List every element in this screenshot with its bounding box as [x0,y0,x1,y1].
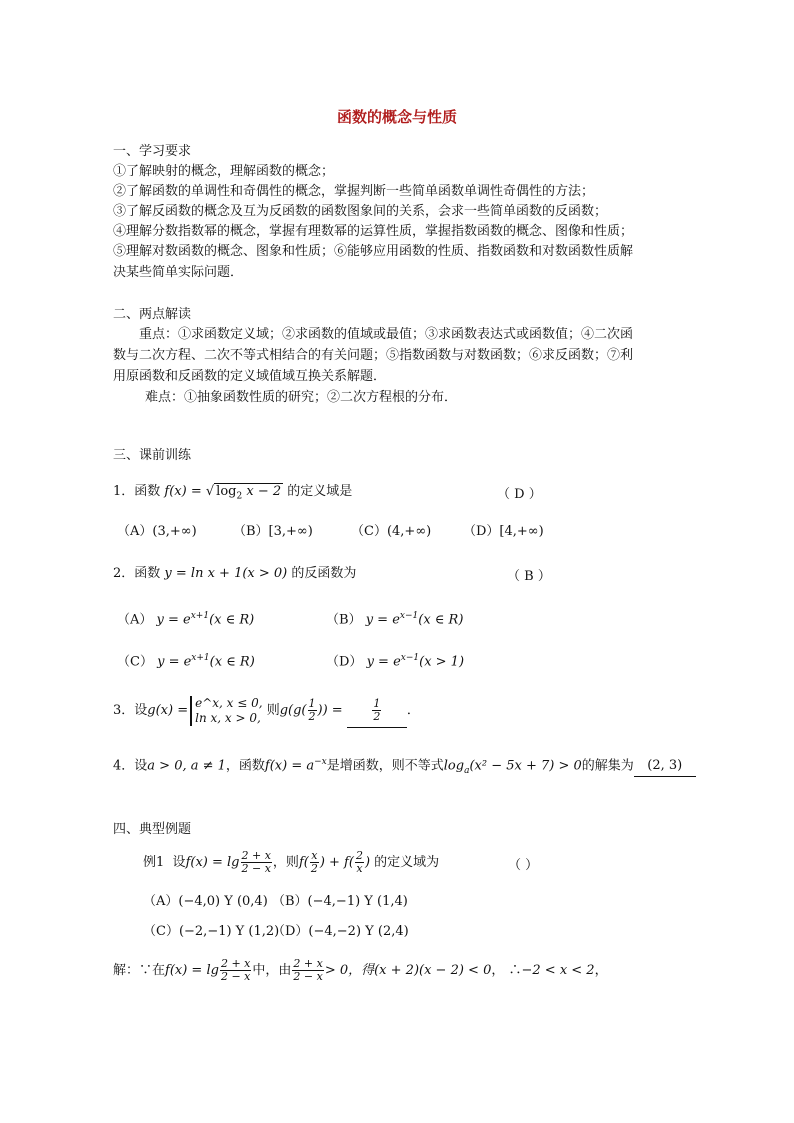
q1-function: f(x) = [164,484,206,499]
section-heading-key-points: 二、两点解读 [113,307,192,322]
key-points-line-1: 重点：①求函数定义域；②求函数的值域或最值；③求函数表达式或函数值；④二次函 [139,327,634,342]
q3-answer-blank: $\frac{1}{2}$ [347,695,407,728]
q1-option-c: （C）(4,+∞) [351,524,432,539]
q2-prefix: 2．函数 [113,566,161,581]
requirement-line-5: ⑤理解对数函数的概念、图象和性质；⑥能够应用函数的性质、指数函数和对数函数性质解 [113,244,634,259]
q1-prefix: 1．函数 [113,484,161,499]
section-heading-requirements: 一、学习要求 [113,144,192,159]
example-1-answer: （ ） [508,858,539,873]
example-1: 例1 设f(x) = lg $\frac{2 + x}{2 - x}$ ，则f( $\frac{x}{2}$ ) + f( $\frac{2}{x}$ ) 的定义域为 [143,849,440,875]
q2-suffix: 的反函数为 [291,566,357,581]
example-1-option-a: （A）(−4,0) Y (0,4) [143,894,268,909]
question-4: 4．设a > 0, a ≠ 1，函数$f(x) = a^{-x}$是增函数，则不等式$\log_a(x^2 - 5x + 7) > 0$的解集为 (2, 3) [113,752,696,781]
example-1-option-d: （D）(−4,−2) Y (2,4) [272,924,409,939]
example-1-option-b: （B）(−4,−1) Y (1,4) [272,894,408,909]
q2-option-b: （B） $y = e^{x-1}(x$ ∈ R) [326,611,464,628]
q1-option-a: （A）(3,+∞) [117,524,197,539]
question-2 [113,564,356,584]
page-title: 函数的概念与性质 [336,108,457,126]
q4-answer-blank: (2, 3) [634,756,696,777]
difficulty-line: 难点：①抽象函数性质的研究；②二次方程根的分布． [145,390,458,405]
requirement-line-6: 决某些简单实际问题． [113,265,244,280]
q2-option-d: （D） $y = e^{x-1}(x > 1)$ [326,653,465,670]
q2-answer: （ B ） [507,569,551,584]
q2-option-c: （C） $y = e^{x+1}(x$ ∈ R) [117,653,255,670]
key-points-line-3: 用原函数和反函数的定义域值域互换关系解题． [113,369,387,384]
q2-option-a: （A） $y = e^{x+1}(x$ ∈ R) [117,611,255,628]
q1-option-d: （D）[4,+∞) [463,524,544,539]
solution-line: 解：∵在f(x) = lg $\frac{2 + x}{2 - x}$ 中，由 $\frac{2 + x}{2 - x}$ > 0，得(x + 2)(x − 2) < 0， ∴−2 < x < 2， [113,957,608,983]
requirement-line-2: ②了解函数的单调性和奇偶性的概念，掌握判断一些简单函数单调性奇偶性的方法； [113,184,595,199]
requirement-line-1: ①了解映射的概念，理解函数的概念； [113,164,335,179]
requirement-line-3: ③了解反函数的概念及互为反函数的函数图象间的关系，会求一些简单函数的反函数； [113,204,608,219]
q1-answer: （ D ） [497,487,542,502]
q3-piecewise: e^x, x ≤ 0, ln x, x > 0, [190,696,262,726]
example-1-option-c: （C）(−2,−1) Y (1,2) [143,924,280,939]
section-heading-typical-examples: 四、典型例题 [113,822,192,837]
q1-radicand: $\log_2 x - 2$ [216,484,282,502]
question-1 [113,482,352,507]
section-heading-pre-class-training: 三、课前训练 [113,448,192,463]
sqrt-sign: √ [205,484,215,499]
key-points-line-2: 数与二次方程、二次不等式相结合的有关问题；⑤指数函数与对数函数；⑥求反函数；⑦利 [113,348,634,363]
q1-suffix: 的定义域是 [287,484,353,499]
question-3: 3．设g(x) = e^x, x ≤ 0, ln x, x > 0, 则g(g( $\frac{1}{2}$ )) = $\frac{1}{2}$ ． [113,695,420,728]
requirement-line-4: ④理解分数指数幂的概念，掌握有理数幂的运算性质，掌握指数函数的概念、图像和性质； [113,224,634,239]
q1-option-b: （B）[3,+∞) [233,524,313,539]
q2-function: y = ln x + 1(x > 0) [164,566,288,581]
